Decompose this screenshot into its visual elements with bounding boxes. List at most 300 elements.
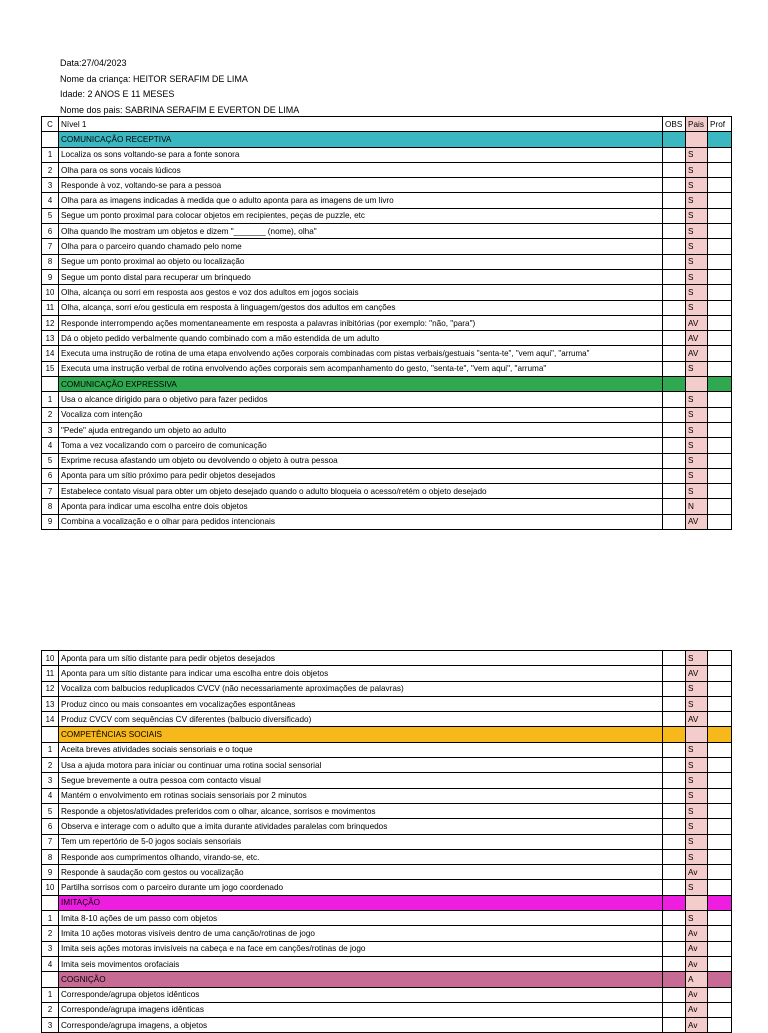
item-pais-score: S <box>686 484 708 499</box>
item-pais-score: S <box>686 773 708 788</box>
section-number <box>42 895 59 910</box>
item-pais-score: Av <box>686 1018 708 1033</box>
item-description: Segue um ponto proximal para colocar objetos em recipientes, peças de puzzle, etc <box>59 208 663 223</box>
item-obs <box>663 208 686 223</box>
table-row <box>42 1018 732 1033</box>
item-prof-score <box>708 254 732 269</box>
item-description: Imita seis movimentos orofaciais <box>59 956 663 971</box>
item-obs <box>663 224 686 239</box>
item-obs <box>663 803 686 818</box>
item-prof-score <box>708 315 732 330</box>
section-obs <box>663 377 686 392</box>
item-obs <box>663 453 686 468</box>
item-pais-score: S <box>686 285 708 300</box>
item-pais-score: S <box>686 361 708 376</box>
item-pais-score: S <box>686 147 708 162</box>
item-description: Olha para o parceiro quando chamado pelo nome <box>59 239 663 254</box>
table-row <box>42 941 732 956</box>
item-number: 1 <box>42 742 59 757</box>
item-description: Usa a ajuda motora para iniciar ou continuar uma rotina social sensorial <box>59 758 663 773</box>
item-pais-score: S <box>686 849 708 864</box>
item-pais-score: S <box>686 453 708 468</box>
section-row-expr <box>42 377 732 392</box>
item-pais-score: AV <box>686 712 708 727</box>
section-number <box>42 132 59 147</box>
item-pais-score: S <box>686 819 708 834</box>
table-row <box>42 254 732 269</box>
item-prof-score <box>708 941 732 956</box>
item-number: 1 <box>42 911 59 926</box>
item-prof-score <box>708 453 732 468</box>
item-pais-score: S <box>686 254 708 269</box>
item-number: 2 <box>42 1002 59 1017</box>
item-pais-score: S <box>686 911 708 926</box>
item-number: 4 <box>42 193 59 208</box>
section-number <box>42 377 59 392</box>
item-obs <box>663 484 686 499</box>
item-description: Imita 10 ações motoras visíveis dentro de uma canção/rotinas de jogo <box>59 926 663 941</box>
item-pais-score: S <box>686 269 708 284</box>
item-number: 3 <box>42 422 59 437</box>
section-pais <box>686 377 708 392</box>
item-number: 2 <box>42 926 59 941</box>
item-description: Mantém o envolvimento em rotinas sociais sensoriais por 2 minutos <box>59 788 663 803</box>
table-row <box>42 696 732 711</box>
item-obs <box>663 1002 686 1017</box>
item-obs <box>663 331 686 346</box>
table-row <box>42 712 732 727</box>
item-obs <box>663 300 686 315</box>
child-age: Idade: 2 ANOS E 11 MESES <box>60 89 175 99</box>
table-row <box>42 147 732 162</box>
item-prof-score <box>708 666 732 681</box>
item-prof-score <box>708 514 732 529</box>
item-obs <box>663 438 686 453</box>
item-obs <box>663 834 686 849</box>
item-description: Imita seis ações motoras invisíveis na cabeça e na face em canções/rotinas de jogo <box>59 941 663 956</box>
item-number: 14 <box>42 712 59 727</box>
table-row <box>42 926 732 941</box>
item-description: Olha para as imagens indicadas à medida que o adulto aponta para as imagens de um livro <box>59 193 663 208</box>
item-prof-score <box>708 285 732 300</box>
pais-header: Pais <box>686 117 708 132</box>
item-description: Exprime recusa afastando um objeto ou devolvendo o objeto à outra pessoa <box>59 453 663 468</box>
item-description: Corresponde/agrupa imagens, a objetos <box>59 1018 663 1033</box>
item-prof-score <box>708 346 732 361</box>
item-description: Usa o alcance dirigido para o objetivo para fazer pedidos <box>59 392 663 407</box>
item-pais-score: S <box>686 651 708 666</box>
item-obs <box>663 422 686 437</box>
table-row <box>42 865 732 880</box>
table-row <box>42 239 732 254</box>
child-name: Nome da criança: HEITOR SERAFIM DE LIMA <box>60 73 248 84</box>
item-description: "Pede" ajuda entregando um objeto ao adulto <box>59 422 663 437</box>
item-prof-score <box>708 468 732 483</box>
table-row <box>42 224 732 239</box>
item-obs <box>663 468 686 483</box>
item-number: 14 <box>42 346 59 361</box>
item-obs <box>663 361 686 376</box>
item-number: 8 <box>42 849 59 864</box>
table-row <box>42 987 732 1002</box>
item-number: 3 <box>42 773 59 788</box>
table-row <box>42 285 732 300</box>
table-row <box>42 208 732 223</box>
item-pais-score: Av <box>686 987 708 1002</box>
item-pais-score: Av <box>686 1002 708 1017</box>
table-row <box>42 499 732 514</box>
item-prof-score <box>708 361 732 376</box>
item-number: 2 <box>42 162 59 177</box>
item-pais-score: AV <box>686 514 708 529</box>
item-number: 13 <box>42 696 59 711</box>
table-row <box>42 315 732 330</box>
table-row <box>42 819 732 834</box>
table-row <box>42 803 732 818</box>
item-prof-score <box>708 300 732 315</box>
item-prof-score <box>708 712 732 727</box>
item-pais-score: Av <box>686 926 708 941</box>
item-pais-score: S <box>686 208 708 223</box>
section-title: COMPETÊNCIAS SOCIAIS <box>59 727 663 742</box>
item-number: 7 <box>42 484 59 499</box>
item-pais-score: S <box>686 300 708 315</box>
item-number: 9 <box>42 865 59 880</box>
item-description: Olha, alcança ou sorri em resposta aos gestos e voz dos adultos em jogos sociais <box>59 285 663 300</box>
table-row <box>42 834 732 849</box>
item-prof-score <box>708 1018 732 1033</box>
item-prof-score <box>708 392 732 407</box>
item-number: 6 <box>42 819 59 834</box>
item-prof-score <box>708 484 732 499</box>
item-pais-score: S <box>686 834 708 849</box>
table-row <box>42 880 732 895</box>
item-description: Segue um ponto distal para recuperar um brinquedo <box>59 269 663 284</box>
table-row <box>42 651 732 666</box>
table-row <box>42 178 732 193</box>
item-pais-score: S <box>686 758 708 773</box>
item-pais-score: Av <box>686 941 708 956</box>
item-obs <box>663 346 686 361</box>
section-pais: A <box>686 972 708 987</box>
item-obs <box>663 269 686 284</box>
item-obs <box>663 880 686 895</box>
table-row <box>42 438 732 453</box>
section-pais <box>686 895 708 910</box>
item-obs <box>663 666 686 681</box>
level-header: Nível 1 <box>59 117 663 132</box>
item-prof-score <box>708 208 732 223</box>
item-prof-score <box>708 956 732 971</box>
item-prof-score <box>708 911 732 926</box>
table-row <box>42 788 732 803</box>
item-obs <box>663 285 686 300</box>
item-number: 5 <box>42 208 59 223</box>
item-prof-score <box>708 987 732 1002</box>
item-prof-score <box>708 819 732 834</box>
item-prof-score <box>708 880 732 895</box>
item-number: 4 <box>42 438 59 453</box>
item-description: Executa uma instrução de rotina de uma etapa envolvendo ações corporais combinadas com pistas verbais/gestuais "senta-te", "vem aqui", "arruma" <box>59 346 663 361</box>
table-row <box>42 681 732 696</box>
item-number: 3 <box>42 941 59 956</box>
item-pais-score: AV <box>686 666 708 681</box>
table-row <box>42 468 732 483</box>
item-description: Localiza os sons voltando-se para a fonte sonora <box>59 147 663 162</box>
item-prof-score <box>708 499 732 514</box>
table-row <box>42 162 732 177</box>
item-number: 6 <box>42 224 59 239</box>
table-row <box>42 849 732 864</box>
item-description: Imita 8-10 ações de um passo com objetos <box>59 911 663 926</box>
item-prof-score <box>708 193 732 208</box>
item-description: Vocaliza com intenção <box>59 407 663 422</box>
item-number: 10 <box>42 880 59 895</box>
item-pais-score: AV <box>686 331 708 346</box>
table-row <box>42 453 732 468</box>
section-row-recep <box>42 132 732 147</box>
item-obs <box>663 712 686 727</box>
item-description: Olha quando lhe mostram um objetos e dizem "_______ (nome), olha" <box>59 224 663 239</box>
item-pais-score: N <box>686 499 708 514</box>
item-prof-score <box>708 926 732 941</box>
item-number: 8 <box>42 254 59 269</box>
section-row-imit <box>42 895 732 910</box>
table-row <box>42 300 732 315</box>
item-pais-score: S <box>686 880 708 895</box>
item-pais-score: S <box>686 803 708 818</box>
item-obs <box>663 758 686 773</box>
table-row <box>42 392 732 407</box>
table-header-row <box>42 117 732 132</box>
section-prof <box>708 132 732 147</box>
item-number: 1 <box>42 987 59 1002</box>
item-obs <box>663 987 686 1002</box>
section-title: COMUNICAÇÃO EXPRESSIVA <box>59 377 663 392</box>
item-obs <box>663 742 686 757</box>
item-prof-score <box>708 438 732 453</box>
item-number: 9 <box>42 514 59 529</box>
table-row <box>42 346 732 361</box>
item-number: 1 <box>42 392 59 407</box>
item-prof-score <box>708 224 732 239</box>
item-prof-score <box>708 773 732 788</box>
item-pais-score: S <box>686 422 708 437</box>
item-description: Dá o objeto pedido verbalmente quando combinado com a mão estendida de um adulto <box>59 331 663 346</box>
table-row <box>42 361 732 376</box>
item-prof-score <box>708 758 732 773</box>
item-description: Segue um ponto proximal ao objeto ou localização <box>59 254 663 269</box>
item-obs <box>663 392 686 407</box>
item-number: 7 <box>42 239 59 254</box>
item-obs <box>663 773 686 788</box>
item-description: Aceita breves atividades sociais sensoriais e o toque <box>59 742 663 757</box>
item-description: Segue brevemente a outra pessoa com contacto visual <box>59 773 663 788</box>
section-pais <box>686 727 708 742</box>
item-number: 3 <box>42 178 59 193</box>
item-number: 4 <box>42 956 59 971</box>
item-prof-score <box>708 742 732 757</box>
table-row <box>42 407 732 422</box>
item-prof-score <box>708 269 732 284</box>
section-prof <box>708 727 732 742</box>
item-obs <box>663 147 686 162</box>
item-obs <box>663 254 686 269</box>
section-number <box>42 972 59 987</box>
item-pais-score: S <box>686 162 708 177</box>
item-prof-score <box>708 681 732 696</box>
table-row <box>42 193 732 208</box>
table-row <box>42 773 732 788</box>
item-pais-score: S <box>686 468 708 483</box>
item-pais-score: S <box>686 681 708 696</box>
item-description: Aponta para um sítio distante para pedir objetos desejados <box>59 651 663 666</box>
item-description: Partilha sorrisos com o parceiro durante um jogo coordenado <box>59 880 663 895</box>
item-number: 12 <box>42 315 59 330</box>
item-prof-score <box>708 162 732 177</box>
item-number: 13 <box>42 331 59 346</box>
item-obs <box>663 696 686 711</box>
item-obs <box>663 956 686 971</box>
item-prof-score <box>708 147 732 162</box>
item-description: Aponta para indicar uma escolha entre dois objetos <box>59 499 663 514</box>
item-description: Produz cinco ou mais consoantes em vocalizações espontâneas <box>59 696 663 711</box>
assessment-table-top <box>41 116 732 530</box>
item-pais-score: Av <box>686 956 708 971</box>
item-description: Aponta para um sítio próximo para pedir objetos desejados <box>59 468 663 483</box>
item-prof-score <box>708 651 732 666</box>
report-date: Data:27/04/2023 <box>60 58 127 68</box>
item-number: 5 <box>42 453 59 468</box>
item-obs <box>663 315 686 330</box>
item-prof-score <box>708 788 732 803</box>
item-prof-score <box>708 178 732 193</box>
table-row <box>42 514 732 529</box>
item-description: Corresponde/agrupa imagens idênticas <box>59 1002 663 1017</box>
item-obs <box>663 911 686 926</box>
item-description: Olha para os sons vocais lúdicos <box>59 162 663 177</box>
section-pais <box>686 132 708 147</box>
table-row <box>42 758 732 773</box>
item-prof-score <box>708 803 732 818</box>
section-title: IMITAÇÃO <box>59 895 663 910</box>
item-description: Responde a objetos/atividades preferidos com o olhar, alcance, sorrisos e movimentos <box>59 803 663 818</box>
section-prof <box>708 972 732 987</box>
table-row <box>42 484 732 499</box>
item-description: Toma a vez vocalizando com o parceiro de comunicação <box>59 438 663 453</box>
section-prof <box>708 895 732 910</box>
item-number: 8 <box>42 499 59 514</box>
item-prof-score <box>708 407 732 422</box>
item-obs <box>663 162 686 177</box>
item-description: Combina a vocalização e o olhar para pedidos intencionais <box>59 514 663 529</box>
item-prof-score <box>708 331 732 346</box>
table-row <box>42 666 732 681</box>
item-pais-score: S <box>686 742 708 757</box>
parents-names: Nome dos pais: SABRINA SERAFIM E EVERTON DE LIMA <box>60 104 300 115</box>
item-obs <box>663 499 686 514</box>
item-pais-score: S <box>686 438 708 453</box>
item-pais-score: S <box>686 392 708 407</box>
table-row <box>42 422 732 437</box>
item-obs <box>663 514 686 529</box>
item-description: Olha, alcança, sorri e/ou gesticula em resposta à linguagem/gestos dos adultos em canções <box>59 300 663 315</box>
section-obs <box>663 972 686 987</box>
item-description: Vocaliza com balbucios reduplicados CVCV (não necessariamente aproximações de palavras) <box>59 681 663 696</box>
item-obs <box>663 849 686 864</box>
item-number: 9 <box>42 269 59 284</box>
assessment-table-bottom <box>41 650 732 1033</box>
item-number: 2 <box>42 407 59 422</box>
item-pais-score: S <box>686 239 708 254</box>
item-number: 7 <box>42 834 59 849</box>
section-row-soc <box>42 727 732 742</box>
item-description: Aponta para um sítio distante para indicar uma escolha entre dois objetos <box>59 666 663 681</box>
item-description: Responde aos cumprimentos olhando, virando-se, etc. <box>59 849 663 864</box>
item-description: Executa uma instrução verbal de rotina envolvendo ações corporais sem acompanhamento do gesto, "senta-te", "vem aqui", "arruma" <box>59 361 663 376</box>
item-description: Responde à voz, voltando-se para a pessoa <box>59 178 663 193</box>
item-prof-score <box>708 834 732 849</box>
section-title: COMUNICAÇÃO RECEPTIVA <box>59 132 663 147</box>
item-number: 11 <box>42 300 59 315</box>
item-obs <box>663 681 686 696</box>
item-number: 6 <box>42 468 59 483</box>
table-row <box>42 1002 732 1017</box>
report-header <box>60 56 299 118</box>
item-obs <box>663 819 686 834</box>
item-number: 2 <box>42 758 59 773</box>
item-obs <box>663 178 686 193</box>
item-prof-score <box>708 865 732 880</box>
table-row <box>42 911 732 926</box>
section-number <box>42 727 59 742</box>
section-obs <box>663 727 686 742</box>
item-obs <box>663 1018 686 1033</box>
item-pais-score: S <box>686 193 708 208</box>
item-pais-score: S <box>686 224 708 239</box>
item-description: Responde à saudação com gestos ou vocalização <box>59 865 663 880</box>
item-obs <box>663 865 686 880</box>
prof-header: Prof <box>708 117 732 132</box>
item-prof-score <box>708 849 732 864</box>
table-row <box>42 269 732 284</box>
item-obs <box>663 788 686 803</box>
section-obs <box>663 895 686 910</box>
item-number: 11 <box>42 666 59 681</box>
item-pais-score: AV <box>686 315 708 330</box>
item-description: Corresponde/agrupa objetos idênticos <box>59 987 663 1002</box>
item-pais-score: Av <box>686 865 708 880</box>
item-number: 5 <box>42 803 59 818</box>
section-obs <box>663 132 686 147</box>
item-obs <box>663 651 686 666</box>
item-number: 3 <box>42 1018 59 1033</box>
section-prof <box>708 377 732 392</box>
item-obs <box>663 941 686 956</box>
table-row <box>42 331 732 346</box>
item-obs <box>663 926 686 941</box>
item-prof-score <box>708 1002 732 1017</box>
item-pais-score: S <box>686 407 708 422</box>
item-number: 1 <box>42 147 59 162</box>
item-pais-score: S <box>686 788 708 803</box>
item-obs <box>663 193 686 208</box>
section-title: COGNIÇÃO <box>59 972 663 987</box>
item-prof-score <box>708 696 732 711</box>
table-row <box>42 956 732 971</box>
item-number: 4 <box>42 788 59 803</box>
table-row <box>42 742 732 757</box>
